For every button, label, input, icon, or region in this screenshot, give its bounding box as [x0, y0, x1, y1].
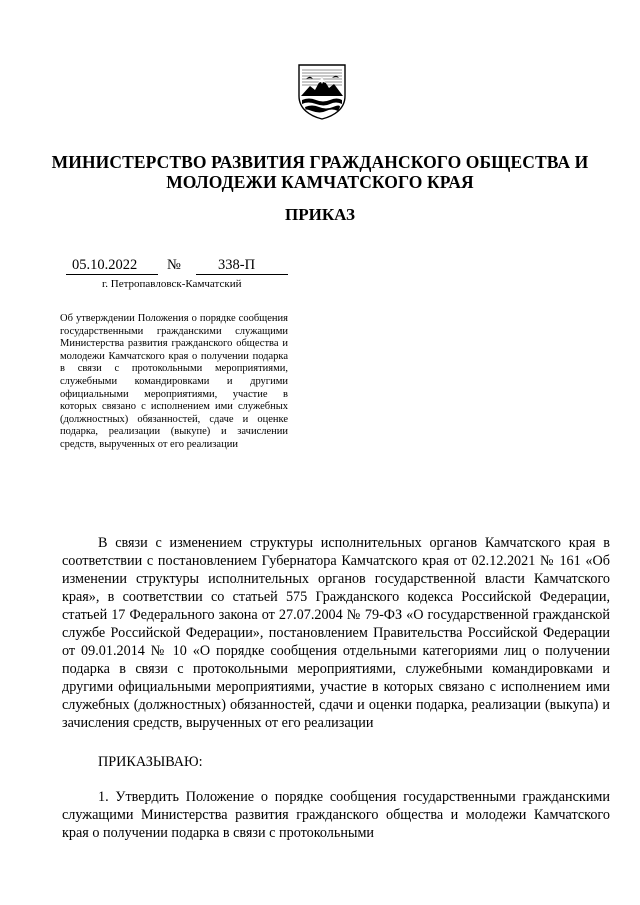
ministry-name-line-1: МИНИСТЕРСТВО РАЗВИТИЯ ГРАЖДАНСКОГО ОБЩЕСТВА И: [51, 152, 589, 172]
order-date: 05.10.2022: [72, 257, 138, 273]
kamchatka-coat-of-arms-icon: [296, 62, 348, 120]
ministry-name: [40, 152, 600, 192]
order-number: 338-П: [218, 257, 256, 273]
number-sign: №: [167, 257, 181, 273]
order-item-1: 1. Утвердить Положение о порядке сообщения государственными гражданскими служащими Министерства развития гражданского общества и молодежи Камчатского края о получении подарка в связи с протокольными: [62, 789, 610, 841]
document-type-title: ПРИКАЗ: [285, 205, 355, 224]
date-underline: [66, 274, 158, 275]
preamble-paragraph: В связи с изменением структуры исполнительных органов Камчатского края в соответствии с постановлением Губернатора Камчатского края от 02.12.2021 № 161 «Об изменении структуры исполнительных органов государственной власти Камчатского края», в соответствии со статьей 575 Гражданского кодекса Российской Федерации, статьей 17 Федерального закона от 27.07.2004 № 79-ФЗ «О государственной гражданской службе Российской Федерации», постановлением Правительства Российской Федерации от 09.01.2014 № 10 «О порядке сообщения отдельными категориями лиц о получении подарка в связи с протокольными мероприятиями, служебными командировками и другими официальными мероприятиями, участие в которых связано с исполнением ими служебных (должностных) обязанностей, сдачи и оценки подарка, реализации (выкупа) и зачисления средств, вырученных от его реализации: [62, 535, 610, 731]
ministry-name-line-2: МОЛОДЕЖИ КАМЧАТСКОГО КРАЯ: [166, 172, 474, 192]
number-underline: [196, 274, 288, 275]
order-subject: Об утверждении Положения о порядке сообщения государственными гражданскими служащими Министерства развития гражданского общества и молодежи Камчатского края о получении подарка в связи с протокольными мероприятиями, служебными командировками и другими официальными мероприятиями, участие в которых связано с исполнением ими служебных (должностных) обязанностей, сдаче и оценке подарка, реализации (выкупе) и зачислении средств, вырученных от его реализации: [60, 313, 288, 450]
directive-heading: ПРИКАЗЫВАЮ:: [98, 754, 203, 770]
issue-city: г. Петропавловск-Камчатский: [102, 278, 242, 290]
